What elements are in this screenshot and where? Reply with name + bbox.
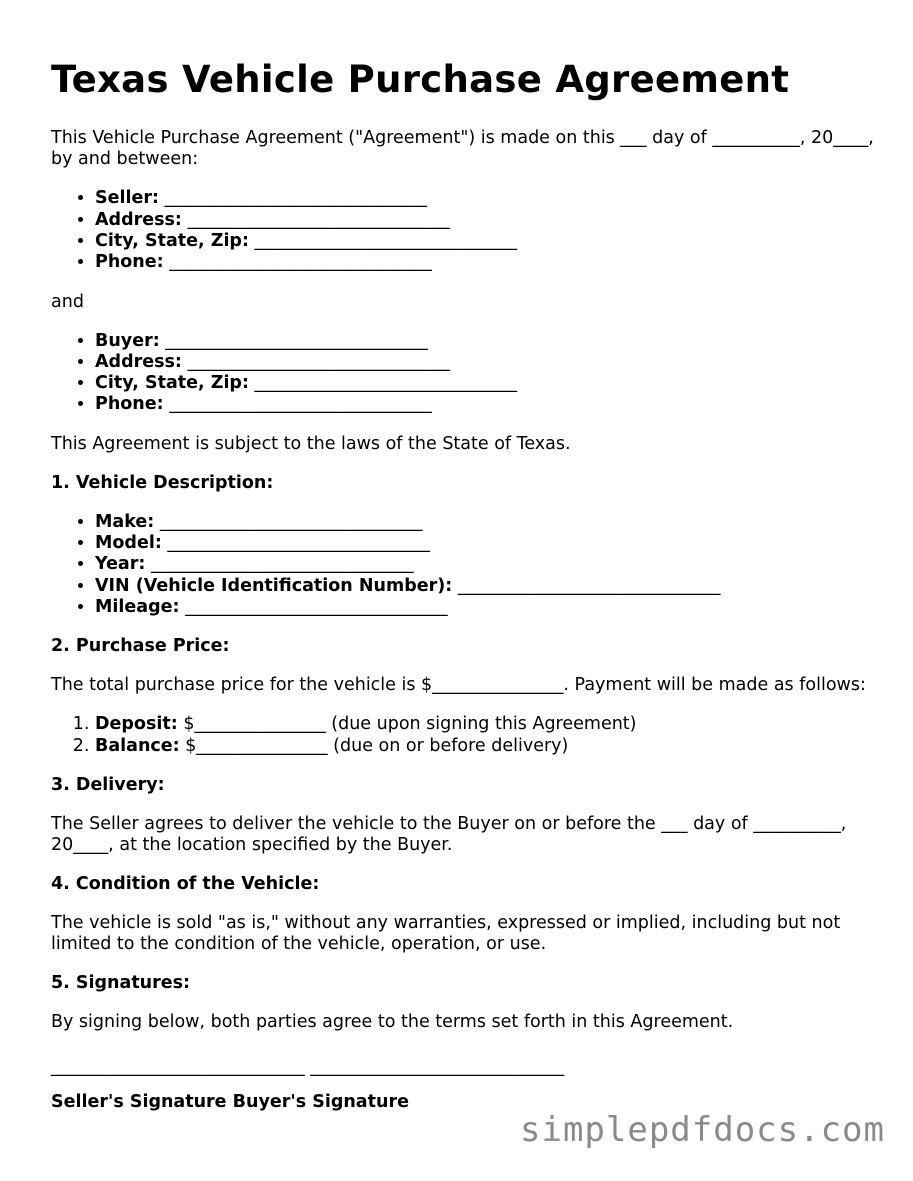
and-text: and	[51, 291, 84, 312]
signature-lines[interactable]: _____________________________ _____________________________	[51, 1056, 565, 1077]
document-page	[51, 58, 881, 1113]
seller-city-field	[95, 231, 881, 252]
section-heading-signatures: 5. Signatures:	[51, 972, 191, 993]
laws-paragraph: This Agreement is subject to the laws of the State of Texas.	[51, 433, 571, 454]
field-blank[interactable]: ______________________________	[457, 575, 721, 596]
field-blank[interactable]: ______________________________	[164, 188, 428, 209]
section-heading-condition: 4. Condition of the Vehicle:	[51, 873, 320, 894]
item-label: Balance:	[95, 735, 180, 756]
model-field	[95, 533, 881, 554]
field-blank[interactable]: ______________________________	[187, 351, 451, 372]
field-label: Make:	[95, 511, 155, 532]
seller-field	[95, 188, 881, 209]
signatures-paragraph: By signing below, both parties agree to the terms set forth in this Agreement.	[51, 1011, 734, 1032]
buyer-city-field	[95, 373, 881, 394]
item-label: Deposit:	[95, 714, 178, 735]
payment-list	[51, 714, 881, 757]
buyer-phone-field	[95, 394, 881, 415]
signature-labels: Seller's Signature Buyer's Signature	[51, 1091, 409, 1112]
field-blank[interactable]: ______________________________	[169, 252, 432, 273]
document-title: Texas Vehicle Purchase Agreement	[51, 58, 790, 101]
seller-fields-list	[51, 188, 881, 273]
vin-field	[95, 576, 881, 597]
field-label: Address:	[95, 209, 182, 230]
section-heading-purchase-price: 2. Purchase Price:	[51, 636, 230, 657]
field-blank[interactable]: ______________________________	[165, 330, 428, 351]
intro-paragraph: This Vehicle Purchase Agreement ("Agreement") is made on this ___ day of __________, 20____, by and between:	[51, 128, 874, 170]
field-label: Year:	[95, 554, 146, 575]
section-heading-vehicle-description: 1. Vehicle Description:	[51, 472, 274, 493]
seller-phone-field	[95, 252, 881, 273]
year-field	[95, 554, 881, 575]
field-blank[interactable]: ______________________________	[185, 596, 448, 617]
field-blank[interactable]: ______________________________	[187, 209, 451, 230]
deposit-item	[95, 714, 881, 735]
mileage-field	[95, 597, 881, 618]
watermark-logo: simplepdfdocs.com	[520, 1110, 885, 1150]
field-blank[interactable]: ______________________________	[159, 511, 423, 532]
field-blank[interactable]: ______________________________	[167, 533, 430, 554]
item-text[interactable]: $_______________ (due on or before delivery)	[185, 735, 569, 756]
field-blank[interactable]: ______________________________	[254, 373, 518, 394]
field-blank[interactable]: ______________________________	[150, 554, 414, 575]
field-label: Buyer:	[95, 330, 160, 351]
field-label: Address:	[95, 351, 182, 372]
buyer-field	[95, 331, 881, 352]
field-blank[interactable]: ______________________________	[254, 230, 518, 251]
field-blank[interactable]: ______________________________	[169, 394, 432, 415]
section-heading-delivery: 3. Delivery:	[51, 774, 165, 795]
field-label: Model:	[95, 533, 162, 554]
field-label: Phone:	[95, 252, 164, 273]
condition-paragraph: The vehicle is sold "as is," without any warranties, expressed or implied, including but not limited to the condition of the vehicle, operation, or use.	[51, 912, 841, 954]
field-label: City, State, Zip:	[95, 373, 249, 394]
delivery-paragraph: The Seller agrees to deliver the vehicle to the Buyer on or before the ___ day of __________, 20____, at the location specified by the Buyer.	[51, 813, 847, 855]
field-label: Seller:	[95, 188, 159, 209]
vehicle-fields-list	[51, 512, 881, 618]
buyer-address-field	[95, 352, 881, 373]
field-label: Mileage:	[95, 596, 180, 617]
field-label: Phone:	[95, 394, 164, 415]
balance-item	[95, 736, 881, 757]
make-field	[95, 512, 881, 533]
item-text[interactable]: $_______________ (due upon signing this Agreement)	[183, 714, 637, 735]
field-label: City, State, Zip:	[95, 230, 249, 251]
buyer-fields-list	[51, 331, 881, 416]
purchase-price-paragraph: The total purchase price for the vehicle is $_______________. Payment will be made as follows:	[51, 675, 866, 696]
seller-address-field	[95, 210, 881, 231]
field-label: VIN (Vehicle Identification Number):	[95, 575, 453, 596]
